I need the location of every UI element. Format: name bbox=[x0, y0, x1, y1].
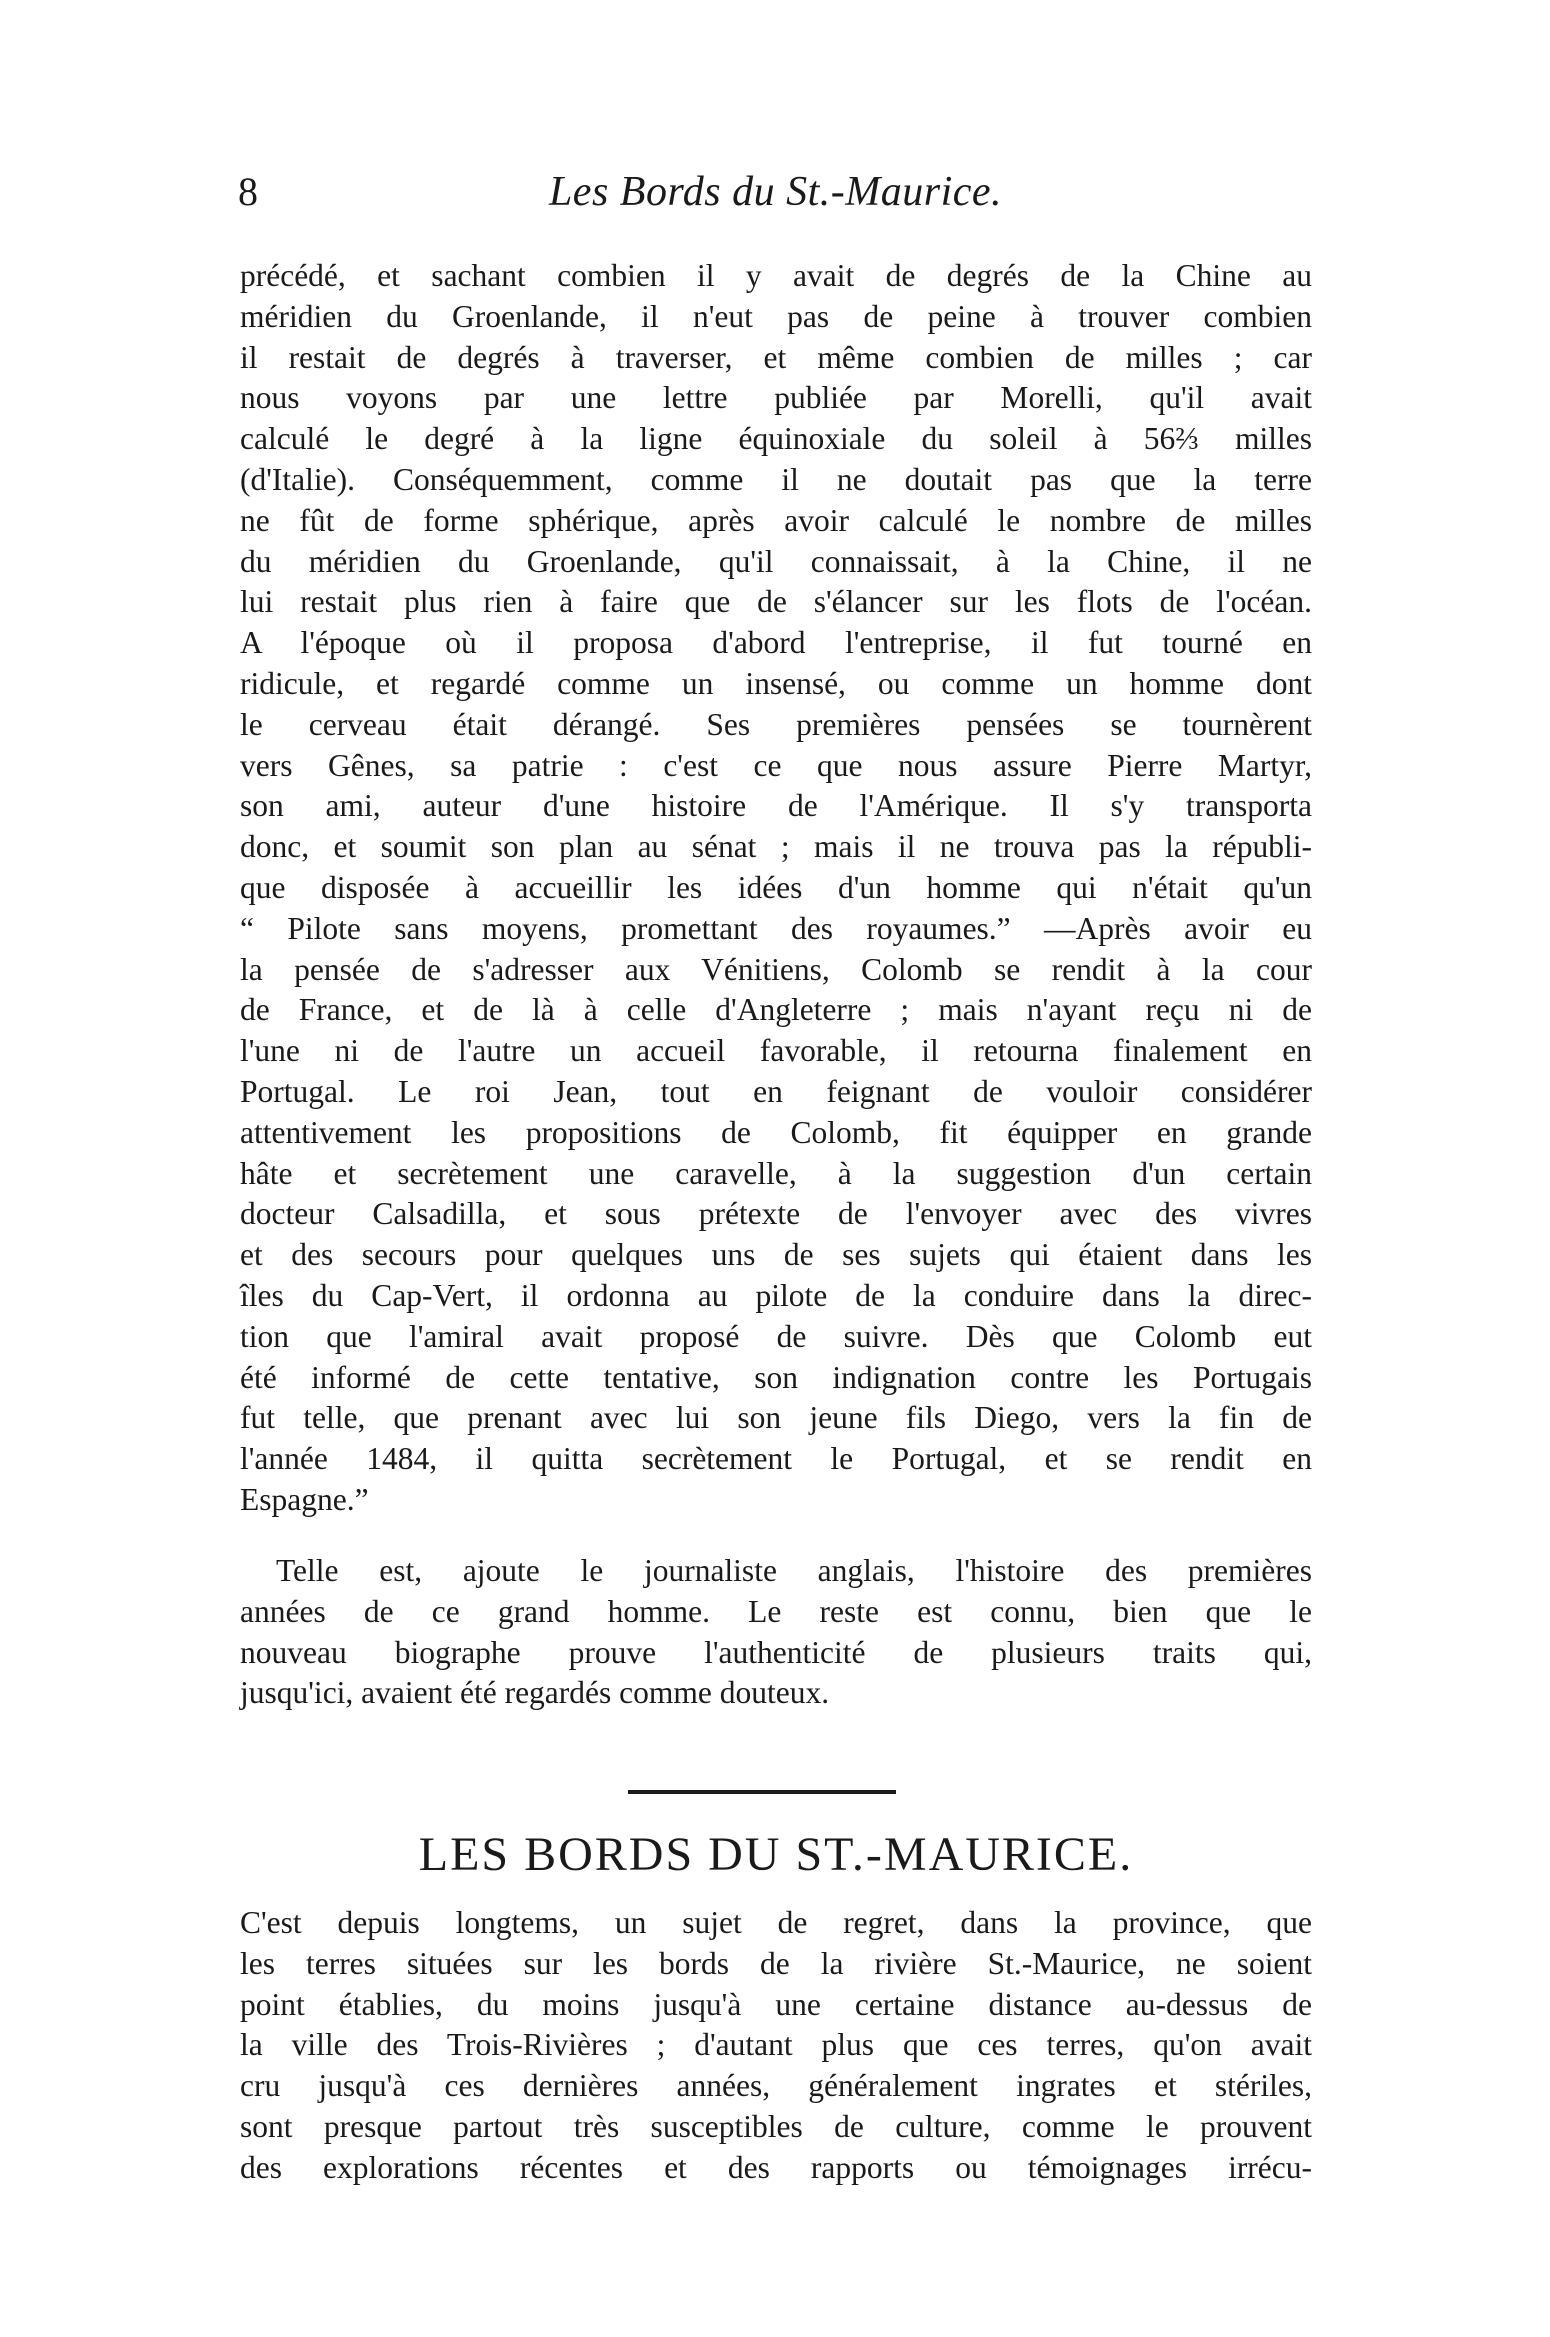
text-line: fut telle, que prenant avec lui son jeune fils Diego, vers la fin de bbox=[240, 1400, 1312, 1436]
text-line: précédé, et sachant combien il y avait de degrés de la Chine au bbox=[240, 258, 1312, 293]
text-line: son ami, auteur d'une histoire de l'Amérique. Il s'y transporta bbox=[240, 788, 1312, 824]
text-line: la ville des Trois-Rivières ; d'autant plus que ces terres, qu'on avait bbox=[240, 2027, 1312, 2063]
text-line: les terres situées sur les bords de la rivière St.-Maurice, ne soient bbox=[240, 1945, 1312, 1981]
text-line: l'une ni de l'autre un accueil favorable, il retourna finalement en bbox=[240, 1033, 1312, 1069]
text-line: attentivement les propositions de Colomb, fit équipper en grande bbox=[240, 1114, 1312, 1150]
text-line: lui restait plus rien à faire que de s'élancer sur les flots de l'océan. bbox=[240, 584, 1312, 620]
text-line: donc, et soumit son plan au sénat ; mais il ne trouva pas la républi- bbox=[240, 829, 1312, 865]
text-line: Portugal. Le roi Jean, tout en feignant de vouloir considérer bbox=[240, 1073, 1312, 1109]
section-paragraph bbox=[240, 1903, 1312, 2189]
running-title: Les Bords du St.-Maurice. bbox=[548, 169, 1003, 215]
text-line: été informé de cette tentative, son indignation contre les Portugais bbox=[240, 1359, 1312, 1395]
text-line: (d'Italie). Conséquemment, comme il ne doutait pas que la terre bbox=[240, 461, 1312, 497]
text-line: point établies, du moins jusqu'à une certaine distance au-dessus de bbox=[240, 1986, 1312, 2022]
continued-paragraph bbox=[240, 256, 1312, 1521]
text-line: A l'époque où il proposa d'abord l'entreprise, il fut tourné en bbox=[240, 625, 1312, 661]
text-line: “ Pilote sans moyens, promettant des royaumes.” —Après avoir eu bbox=[240, 910, 1312, 946]
text-line: îles du Cap-Vert, il ordonna au pilote de la conduire dans la direc- bbox=[240, 1277, 1312, 1313]
text-line: calculé le degré à la ligne équinoxiale du soleil à 56⅔ milles bbox=[240, 421, 1312, 457]
closing-paragraph bbox=[240, 1551, 1312, 1714]
text-line: sont presque partout très susceptibles de culture, comme le prouvent bbox=[240, 2108, 1312, 2144]
section-heading: LES BORDS DU ST.-MAURICE. bbox=[418, 1828, 1134, 1881]
running-head bbox=[238, 168, 1313, 228]
text-line: docteur Calsadilla, et sous prétexte de l'envoyer avec des vivres bbox=[240, 1196, 1312, 1232]
text-line: des explorations récentes et des rapports ou témoignages irrécu- bbox=[240, 2149, 1312, 2185]
text-line: méridien du Groenlande, il n'eut pas de peine à trouver combien bbox=[240, 298, 1312, 334]
text-line: années de ce grand homme. Le reste est connu, bien que le bbox=[240, 1593, 1312, 1629]
text-line: nouveau biographe prouve l'authenticité de plusieurs traits qui, bbox=[240, 1634, 1312, 1670]
text-line: hâte et secrètement une caravelle, à la suggestion d'un certain bbox=[240, 1155, 1312, 1191]
text-line: du méridien du Groenlande, qu'il connaissait, à la Chine, il ne bbox=[240, 543, 1312, 579]
text-line: C'est depuis longtems, un sujet de regret, dans la province, que bbox=[240, 1905, 1312, 1940]
text-line: et des secours pour quelques uns de ses sujets qui étaient dans les bbox=[240, 1237, 1312, 1273]
text-line: l'année 1484, il quitta secrètement le Portugal, et se rendit en bbox=[240, 1441, 1312, 1477]
text-line: nous voyons par une lettre publiée par Morelli, qu'il avait bbox=[240, 380, 1312, 416]
section-separator-rule bbox=[628, 1790, 896, 1794]
text-line: cru jusqu'à ces dernières années, généralement ingrates et stériles, bbox=[240, 2068, 1312, 2104]
text-line: jusqu'ici, avaient été regardés comme douteux. bbox=[240, 1675, 830, 1711]
text-line: la pensée de s'adresser aux Vénitiens, Colomb se rendit à la cour bbox=[240, 951, 1312, 987]
text-line: le cerveau était dérangé. Ses premières pensées se tournèrent bbox=[240, 706, 1312, 742]
text-line: tion que l'amiral avait proposé de suivre. Dès que Colomb eut bbox=[240, 1318, 1312, 1354]
text-line: il restait de degrés à traverser, et même combien de milles ; car bbox=[240, 339, 1312, 375]
text-line: Telle est, ajoute le journaliste anglais, l'histoire des premières bbox=[276, 1553, 1312, 1588]
text-line: ne fût de forme sphérique, après avoir calculé le nombre de milles bbox=[240, 502, 1312, 538]
text-line: ridicule, et regardé comme un insensé, ou comme un homme dont bbox=[240, 665, 1312, 701]
page-number: 8 bbox=[238, 169, 258, 214]
text-line: que disposée à accueillir les idées d'un homme qui n'était qu'un bbox=[240, 869, 1312, 905]
text-line: Espagne.” bbox=[240, 1481, 369, 1517]
text-line: de France, et de là à celle d'Angleterre ; mais n'ayant reçu ni de bbox=[240, 992, 1312, 1028]
text-line: vers Gênes, sa patrie : c'est ce que nous assure Pierre Martyr, bbox=[240, 747, 1312, 783]
